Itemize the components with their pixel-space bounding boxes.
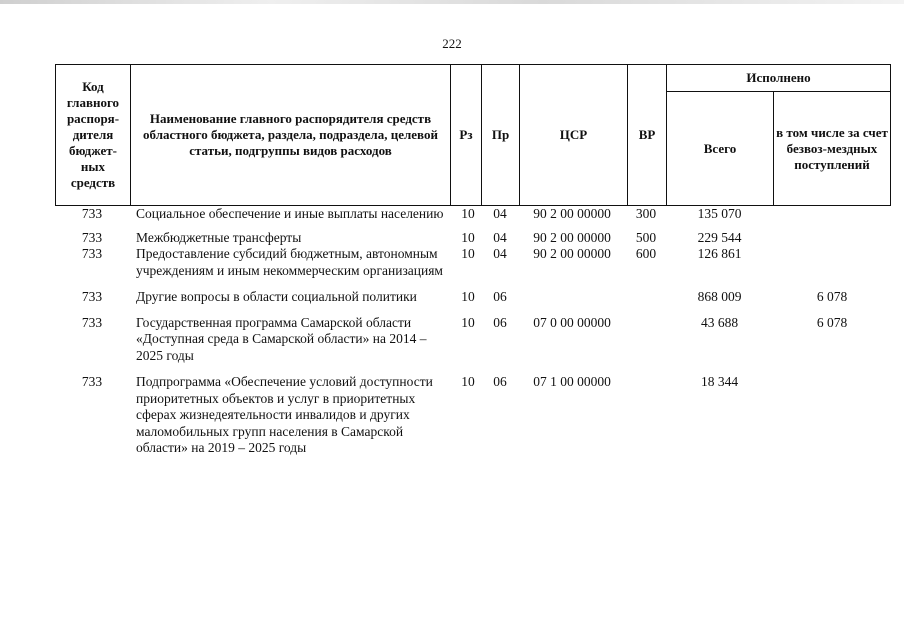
header-free: в том числе за счет безвоз-мездных поступлений bbox=[776, 124, 888, 172]
row-free: 6 078 bbox=[816, 289, 848, 304]
row-name: Социальное обеспечение и иные выплаты населению bbox=[136, 206, 444, 221]
row-pr: 06 bbox=[493, 374, 507, 389]
row-name: Подпрограмма «Обеспечение условий доступности приоритетных объектов и услуг в приоритетных сферах жизнедеятельности инвалидов и других маломобильных групп населения в Самарской области» на 2019 – 2025 годы bbox=[136, 374, 433, 455]
table-row bbox=[55, 315, 891, 365]
row-name: Межбюджетные трансферты bbox=[136, 229, 302, 245]
header-code: Код главного распоря-дителя бюджет-ных средств bbox=[56, 65, 131, 205]
table-row bbox=[55, 289, 891, 306]
row-free: 6 078 bbox=[816, 314, 848, 330]
row-total: 126 861 bbox=[697, 246, 742, 261]
table-row bbox=[55, 230, 891, 247]
header-name: Наименование главного распорядителя средств областного бюджета, раздела, подраздела, целевой статьи, подгруппы видов расходов bbox=[131, 65, 451, 205]
row-code: 733 bbox=[81, 206, 103, 221]
row-vr: 500 bbox=[635, 229, 657, 245]
row-csr: 90 2 00 00000 bbox=[533, 206, 611, 221]
row-vr: 600 bbox=[635, 246, 657, 261]
row-total: 229 544 bbox=[697, 229, 742, 245]
row-name: Другие вопросы в области социальной политики bbox=[136, 289, 417, 304]
row-csr: 90 2 00 00000 bbox=[533, 229, 611, 245]
row-pr: 06 bbox=[493, 314, 507, 330]
table-body bbox=[55, 206, 891, 457]
scan-edge bbox=[0, 0, 904, 4]
row-total: 43 688 bbox=[700, 314, 739, 330]
row-csr: 07 1 00 00000 bbox=[533, 374, 611, 389]
row-rz: 10 bbox=[461, 246, 475, 261]
row-rz: 10 bbox=[461, 206, 475, 221]
row-rz: 10 bbox=[461, 374, 475, 389]
row-rz: 10 bbox=[461, 289, 475, 304]
header-pr: Пр bbox=[482, 65, 520, 205]
header-vr: ВР bbox=[628, 65, 667, 205]
row-code: 733 bbox=[81, 289, 103, 304]
row-vr: 300 bbox=[635, 206, 657, 221]
page-number: 222 bbox=[442, 36, 462, 51]
row-code: 733 bbox=[81, 374, 103, 389]
row-total: 135 070 bbox=[697, 206, 742, 221]
row-code: 733 bbox=[81, 229, 103, 245]
table-row bbox=[55, 206, 891, 223]
row-csr: 90 2 00 00000 bbox=[533, 246, 611, 261]
header-csr: ЦСР bbox=[520, 65, 628, 205]
row-name: Предоставление субсидий бюджетным, автономным учреждениям и иным некоммерческим организациям bbox=[136, 246, 443, 278]
table-row bbox=[55, 246, 891, 279]
row-pr: 04 bbox=[493, 229, 507, 245]
row-total: 18 344 bbox=[700, 374, 739, 389]
row-rz: 10 bbox=[461, 229, 475, 245]
header-total: Всего bbox=[667, 92, 774, 205]
header-rz: Рз bbox=[451, 65, 482, 205]
row-rz: 10 bbox=[461, 314, 475, 330]
table-header bbox=[55, 64, 891, 206]
row-code: 733 bbox=[81, 246, 103, 261]
row-pr: 04 bbox=[493, 246, 507, 261]
row-pr: 06 bbox=[493, 289, 507, 304]
table-row bbox=[55, 374, 891, 457]
row-name: Государственная программа Самарской области «Доступная среда в Самарской области» на 2014 – 2025 годы bbox=[136, 314, 427, 363]
row-pr: 04 bbox=[493, 206, 507, 221]
row-code: 733 bbox=[81, 314, 103, 330]
row-csr: 07 0 00 00000 bbox=[533, 314, 611, 330]
row-total: 868 009 bbox=[697, 289, 742, 304]
header-executed: Исполнено bbox=[667, 65, 890, 92]
